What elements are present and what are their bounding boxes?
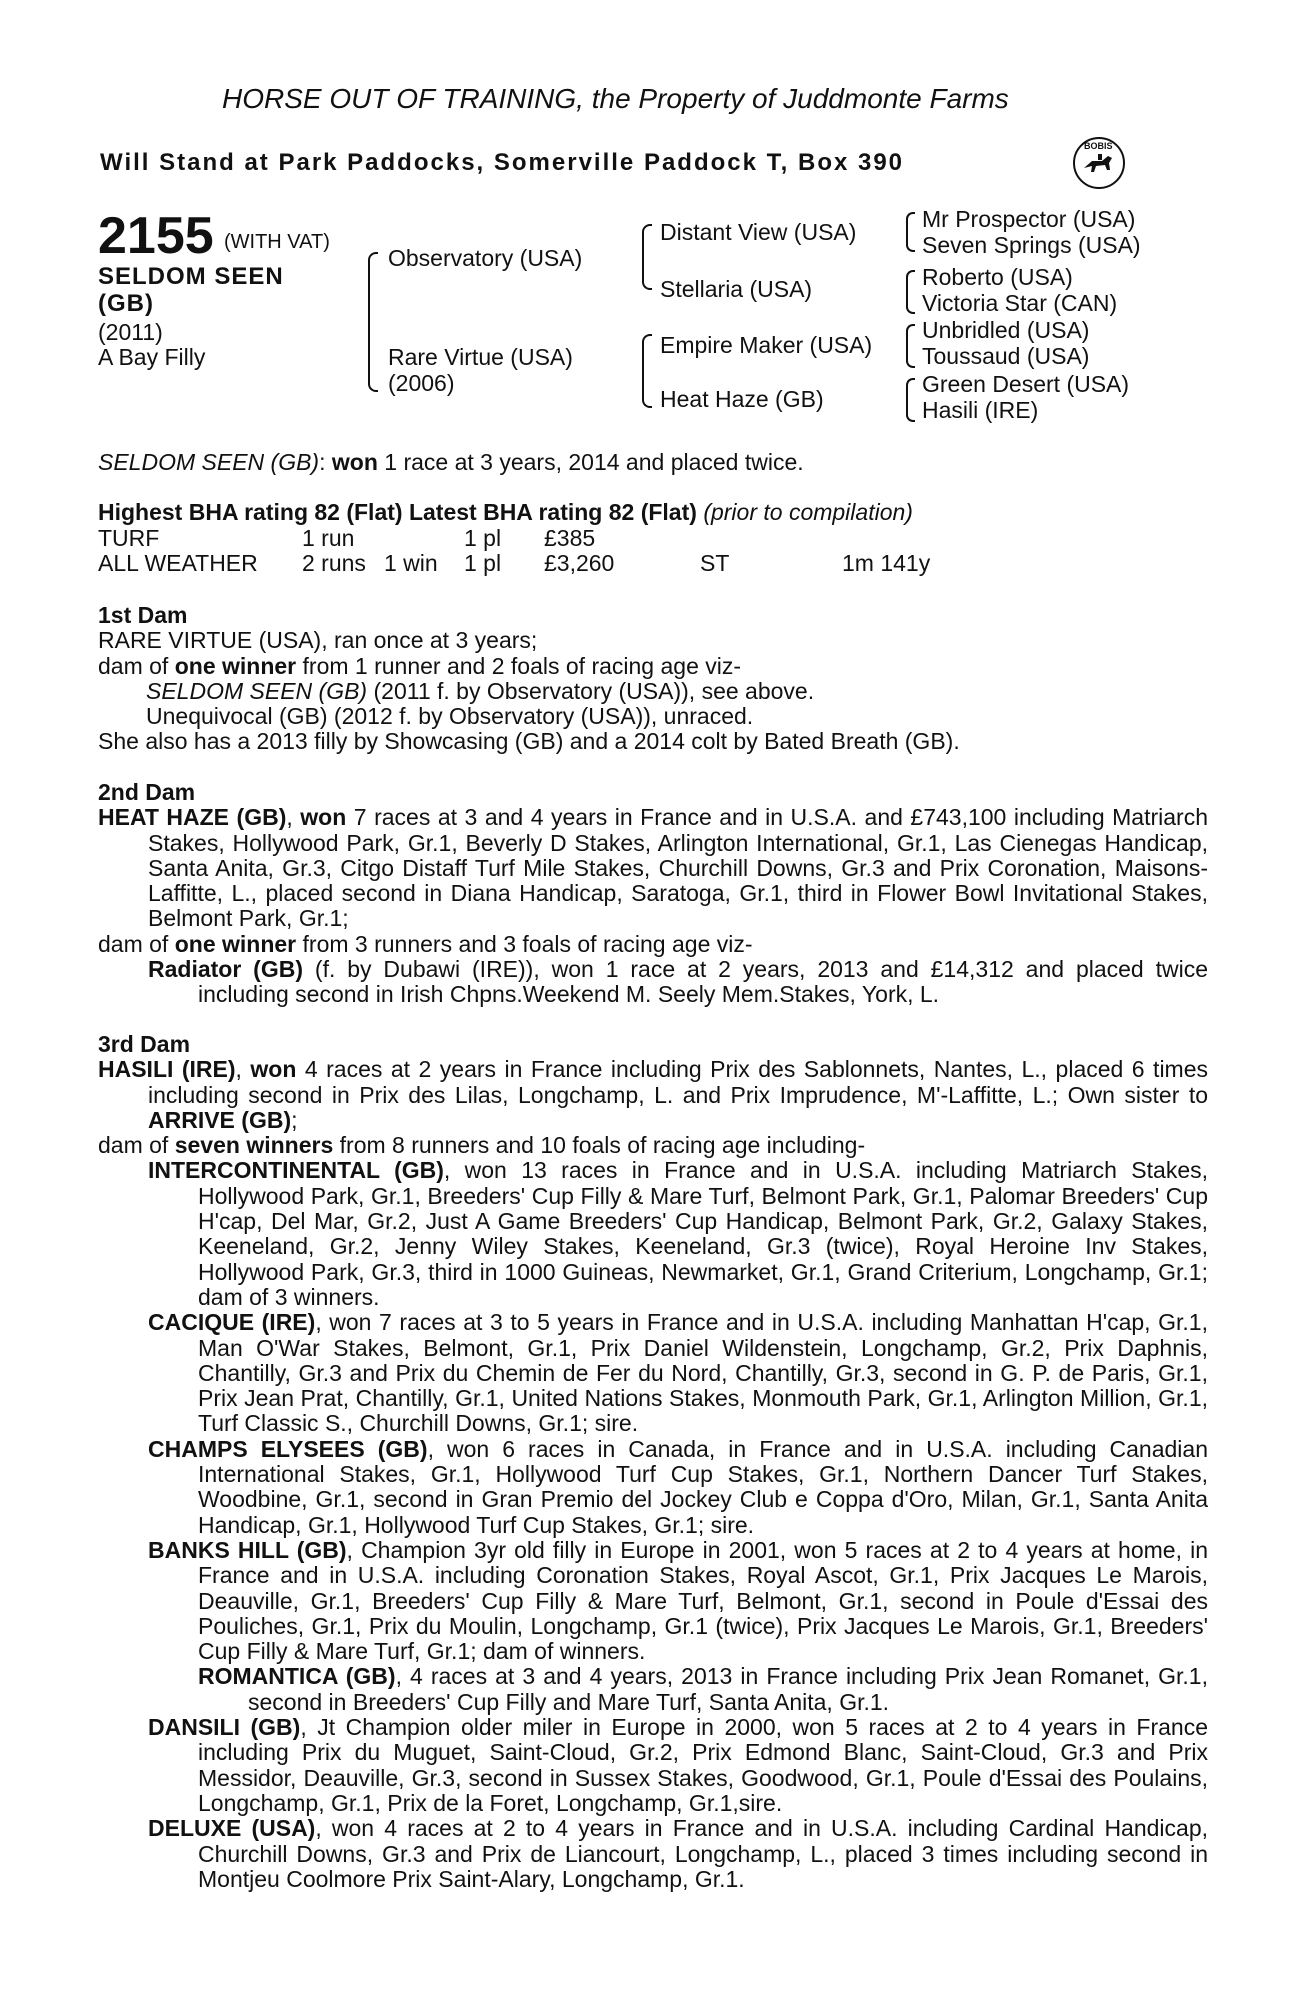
- gg-brace-2: [906, 270, 915, 314]
- horse-description: A Bay Filly: [98, 344, 206, 370]
- record-surface: ALL WEATHER: [98, 550, 258, 576]
- text: from 1 runner and 2 foals of racing age viz-: [296, 652, 742, 679]
- progeny-text: , won 6 races in Canada, in France and in U.S.A. including Canadian International Stakes, Gr.1, Hollywood Turf Cup Stakes, Gr.1, Northern Dancer Turf Stakes, Woodbine, Gr.1, second in Gran Premio del Jockey Club e Coppa d'Oro, Milan, Gr.1, Santa Anita Handicap, Gr.1, Hollywood Turf Cup Stakes, Gr.1; sire.: [198, 1435, 1208, 1538]
- text: from 3 runners and 3 foals of racing age viz-: [296, 930, 753, 957]
- logo-text: BOBIS: [1084, 141, 1113, 151]
- first-dam-section: [98, 603, 1208, 755]
- gg-4: Victoria Star (CAN): [922, 290, 1118, 316]
- gg-6: Toussaud (USA): [922, 343, 1090, 369]
- horse-year: (2011): [98, 319, 163, 345]
- progeny-text: (f. by Dubawi (IRE)), won 1 race at 2 years, 2013 and £14,312 and placed twice including second in Irish Chpns.Weekend M. Seely Mem.Stakes, York, L.: [198, 956, 1209, 1008]
- text: from 8 runners and 10 foals of racing age including-: [333, 1132, 866, 1159]
- page-title: HORSE OUT OF TRAINING, the Property of Juddmonte Farms: [222, 83, 1009, 114]
- record-earnings: £385: [544, 525, 596, 551]
- vat-label: (WITH VAT): [224, 231, 330, 253]
- horse-name: SELDOM SEEN: [98, 263, 284, 290]
- record-runs: 1 run: [302, 525, 355, 551]
- record-wins: 1 win: [384, 550, 438, 576]
- won-label: won: [250, 1056, 297, 1083]
- record-distance: 1m 141y: [842, 550, 931, 576]
- lot-number: 2155: [98, 207, 214, 265]
- gg-brace-4: [906, 378, 915, 422]
- progeny-text: , Jt Champion older miler in Europe in 2000, won 5 races at 2 to 4 years in France including Prix du Muguet, Saint-Cloud, Gr.2, Prix Edmond Blanc, Saint-Cloud, Gr.3 and Prix Messidor, Deauville, Gr.3, second in Sussex Stakes, Goodwood, Gr.1, Poule d'Essai des Poulains, Longchamp, Gr.1, Prix de la Foret, Longchamp, Gr.1,sire.: [198, 1714, 1208, 1816]
- gg-brace-1: [906, 212, 915, 252]
- dam: Rare Virtue (USA): [388, 344, 573, 370]
- granddam-2: Heat Haze (GB): [660, 386, 824, 412]
- winner-count: seven winners: [174, 1132, 334, 1159]
- progeny-text: , Champion 3yr old filly in Europe in 2001, won 5 races at 2 to 4 years at home, in France and in U.S.A. including Coronation Stakes, Royal Ascot, Gr.1, Prix Jacques Le Marois, Deauville, Gr.1, Breeders' Cup Filly & Mare Turf, Belmont, Gr.1, second in Poule d'Essai des Pouliches, Gr.1, Prix du Moulin, Longchamp, Gr.1 (twice), Prix Jacques Le Marois, Gr.1, Breeders' Cup Filly & Mare Turf, Gr.1; dam of winners.: [198, 1536, 1209, 1665]
- grandsire-1: Distant View (USA): [660, 219, 857, 245]
- record-going: ST: [700, 550, 730, 576]
- progeny-name: INTERCONTINENTAL (GB): [148, 1157, 444, 1184]
- progeny-entry: [98, 1310, 1208, 1436]
- granddam-1: Stellaria (USA): [660, 276, 813, 302]
- summary-name: SELDOM SEEN (GB): [98, 449, 320, 475]
- winner-count: one winner: [174, 652, 297, 679]
- progeny-entry: [98, 957, 1208, 1008]
- progeny-name: CHAMPS ELYSEES (GB): [148, 1435, 428, 1462]
- race-summary: SELDOM SEEN (GB): won 1 race at 3 years, 2014 and placed twice.: [98, 449, 804, 475]
- progeny-name: Radiator (GB): [148, 956, 304, 983]
- progeny-name: DELUXE (USA): [148, 1815, 316, 1842]
- third-dam-section: [98, 1032, 1208, 1892]
- text: dam of: [98, 930, 175, 957]
- bha-rating: [98, 500, 913, 525]
- progeny-name: DANSILI (GB): [148, 1714, 301, 1741]
- horse-origin: (GB): [98, 290, 154, 317]
- third-dam-produce: [98, 1133, 1208, 1158]
- record-runs: 2 runs: [302, 550, 366, 576]
- progeny-text: , won 4 races at 2 to 4 years in France and in U.S.A. including Cardinal Handicap, Churchill Downs, Gr.3 and Prix de Liancourt, Longchamp, L., placed 3 times including second in Montjeu Coolmore Prix Saint-Alary, Longchamp, Gr.1.: [198, 1815, 1209, 1892]
- grandsire-2: Empire Maker (USA): [660, 332, 873, 358]
- dam-year: (2006): [388, 370, 455, 396]
- third-dam-record: HASILI (IRE), won 4 races at 2 years in France including Prix des Sablonnets, Nantes, L., placed 6 times including second in Prix des Lilas, Longchamp, L. and Prix Imprudence, M'-Laffitte, L.; Own sister to ARRIVE (GB);: [98, 1056, 1209, 1133]
- progeny-text: , 4 races at 3 and 4 years, 2013 in France including Prix Jean Romanet, Gr.1, second in Breeders' Cup Filly and Mare Turf, Santa Anita, Gr.1.: [248, 1663, 1208, 1715]
- race-record-table: [0, 526, 1314, 580]
- gg-5: Unbridled (USA): [922, 317, 1090, 343]
- record-placed: 1 pl: [464, 525, 502, 551]
- progeny-entry: [98, 1437, 1208, 1538]
- dam-name: HEAT HAZE (GB): [98, 804, 287, 831]
- stand-location: Will Stand at Park Paddocks, Somerville Paddock T, Box 390: [100, 149, 905, 176]
- dam-name: HASILI (IRE): [98, 1056, 236, 1083]
- first-dam-note: She also has a 2013 filly by Showcasing (GB) and a 2014 colt by Bated Breath (GB).: [98, 728, 960, 755]
- dam-brace: [642, 334, 652, 408]
- progeny-name: ROMANTICA (GB): [198, 1663, 396, 1690]
- progeny-text: , won 7 races at 3 to 5 years in France and in U.S.A. including Manhattan H'cap, Gr.1, Man O'War Stakes, Belmont, Gr.1, Prix Daniel Wildenstein, Longchamp, Gr.2, Prix Daphnis, Chantilly, Gr.3 and Prix du Chemin de Fer du Nord, Chantilly, Gr.3, second in G. P. de Paris, Gr.1, Prix Jean Prat, Chantilly, Gr.1, United Nations Stakes, Monmouth Park, Gr.1, Arlington Million, Gr.1, Turf Classic S., Churchill Downs, Gr.1; sire.: [198, 1309, 1208, 1437]
- gg-1: Mr Prospector (USA): [922, 206, 1136, 232]
- gg-2: Seven Springs (USA): [922, 232, 1141, 258]
- first-dam-line: RARE VIRTUE (USA), ran once at 3 years;: [98, 627, 538, 654]
- progeny-name: SELDOM SEEN (GB): [146, 677, 368, 704]
- sister-name: ARRIVE (GB): [148, 1106, 292, 1133]
- progeny-entry: [98, 1715, 1208, 1816]
- gg-7: Green Desert (USA): [922, 371, 1130, 397]
- text: dam of: [98, 652, 175, 679]
- grandprogeny-entry: [98, 1664, 1208, 1715]
- winner-count: one winner: [174, 930, 297, 957]
- sire: Observatory (USA): [388, 245, 583, 271]
- progeny-entry: [98, 1816, 1208, 1892]
- second-dam-produce: [98, 932, 1208, 957]
- record-surface: TURF: [98, 525, 160, 551]
- progeny-entry: Unequivocal (GB) (2012 f. by Observatory (USA)), unraced.: [146, 703, 754, 730]
- progeny-text: (2011 f. by Observatory (USA)), see above.: [367, 677, 815, 704]
- progeny-name: BANKS HILL (GB): [148, 1536, 347, 1563]
- second-dam-record: HEAT HAZE (GB), won 7 races at 3 and 4 years in France and in U.S.A. and £743,100 including Matriarch Stakes, Hollywood Park, Gr.1, Beverly D Stakes, Arlington International, Gr.1, Las Cienegas Handicap, Santa Anita, Gr.3, Citgo Distaff Turf Mile Stakes, Churchill Downs, Gr.3 and Prix Coronation, Maisons-Laffitte, L., placed second in Diana Handicap, Saratoga, Gr.1, third in Flower Bowl Invitational Stakes, Belmont Park, Gr.1;: [98, 804, 1208, 932]
- second-dam-section: [98, 780, 1208, 1008]
- pedigree-brace: [368, 252, 378, 392]
- progeny-entry: [98, 679, 1208, 704]
- record-earnings: £3,260: [544, 550, 615, 576]
- sire-brace: [642, 224, 652, 290]
- summary-won: won: [331, 449, 378, 475]
- second-dam-heading: 2nd Dam: [98, 779, 196, 805]
- text: dam of: [98, 1132, 175, 1159]
- first-dam-produce: [98, 654, 1208, 679]
- gg-brace-3: [906, 324, 915, 368]
- dam-record-text: 7 races at 3 and 4 years in France and in U.S.A. and £743,100 including Matriarch Stakes, Hollywood Park, Gr.1, Beverly D Stakes, Arlington International, Gr.1, Las Cienegas Handicap, Santa Anita, Gr.3, Citgo Distaff Turf Mile Stakes, Churchill Downs, Gr.3 and Prix Coronation, Maisons-Laffitte, L., placed second in Diana Handicap, Saratoga, Gr.1, third in Flower Bowl Invitational Stakes, Belmont Park, Gr.1;: [148, 804, 1208, 932]
- dam-record-text: 4 races at 2 years in France including Prix des Sablonnets, Nantes, L., placed 6 times including second in Prix des Lilas, Longchamp, L. and Prix Imprudence, M'-Laffitte, L.; Own sister to: [148, 1056, 1209, 1108]
- record-placed: 1 pl: [464, 550, 502, 576]
- first-dam-heading: 1st Dam: [98, 602, 188, 628]
- progeny-name: CACIQUE (IRE): [148, 1309, 316, 1336]
- gg-3: Roberto (USA): [922, 264, 1073, 290]
- summary-text: 1 race at 3 years, 2014 and placed twice.: [384, 449, 804, 475]
- third-dam-heading: 3rd Dam: [98, 1031, 191, 1057]
- gg-8: Hasili (IRE): [922, 397, 1039, 423]
- progeny-text: , won 13 races in France and in U.S.A. including Matriarch Stakes, Hollywood Park, Gr.1, Breeders' Cup Filly & Mare Turf, Belmont Park, Gr.1, Palomar Breeders' Cup H'cap, Del Mar, Gr.2, Just A Game Breeders' Cup Handicap, Belmont Park, Gr.2, Galaxy Stakes, Keeneland, Gr.2, Jenny Wiley Stakes, Keeneland, Gr.3 (twice), Royal Heroine Inv Stakes, Hollywood Park, Gr.3, third in 1000 Guineas, Newmarket, Gr.1, Grand Criterium, Longchamp, Gr.1; dam of 3 winners.: [198, 1157, 1208, 1310]
- bobis-logo: [1072, 136, 1126, 190]
- progeny-entry: [98, 1538, 1208, 1664]
- rating-note: (prior to compilation): [703, 499, 913, 525]
- rating-text: Highest BHA rating 82 (Flat) Latest BHA rating 82 (Flat): [98, 499, 697, 525]
- won-label: won: [300, 804, 347, 831]
- progeny-entry: [98, 1158, 1208, 1310]
